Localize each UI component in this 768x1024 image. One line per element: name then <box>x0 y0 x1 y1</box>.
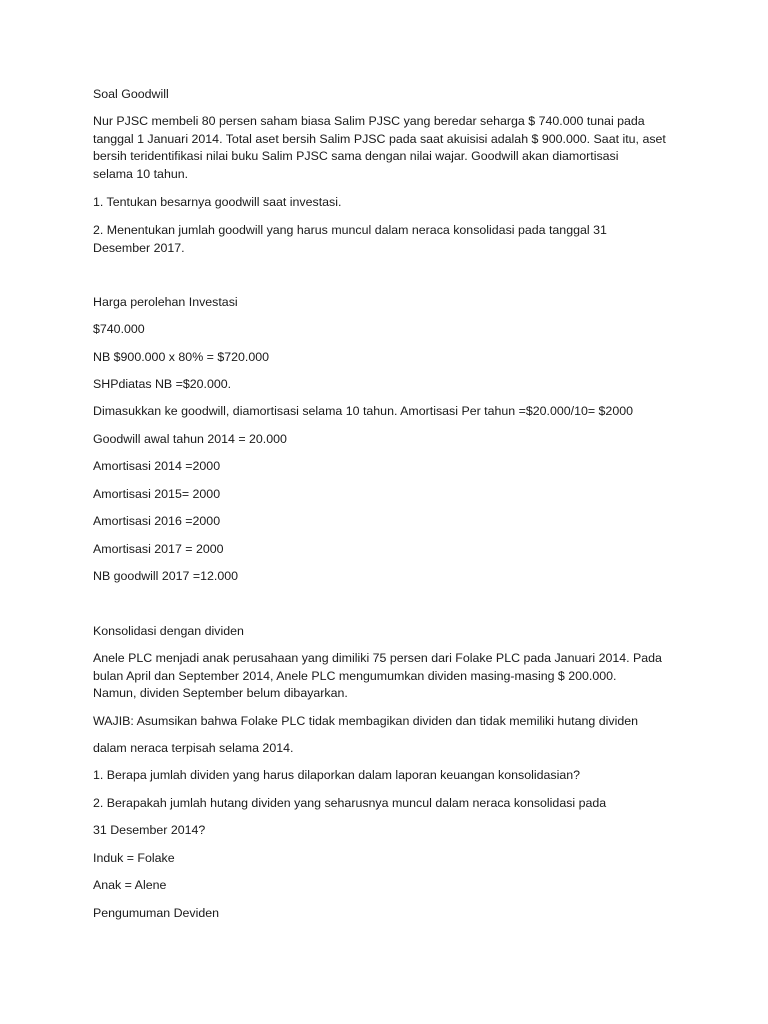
goodwill-problem-paragraph <box>93 113 666 183</box>
solution-line: Dimasukkan ke goodwill, diamortisasi selama 10 tahun. Amortisasi Per tahun =$20.000/10= $2000 <box>93 404 633 418</box>
requirement-line: WAJIB: Asumsikan bahwa Folake PLC tidak membagikan dividen dan tidak memiliki hutang dividen <box>93 714 638 728</box>
solution-line: NB $900.000 x 80% = $720.000 <box>93 350 270 364</box>
solution-line: Amortisasi 2015= 2000 <box>93 487 221 501</box>
paragraph-line: bersih teridentifikasi nilai buku Salim PJSC sama dengan nilai wajar. Goodwill akan diamortisasi <box>93 149 619 163</box>
answer-line: Induk = Folake <box>93 851 175 865</box>
question-2 <box>93 222 607 257</box>
question-line: Desember 2017. <box>93 240 185 255</box>
paragraph-line: selama 10 tahun. <box>93 166 189 181</box>
solution-line: $740.000 <box>93 322 145 336</box>
question-2-continuation: 31 Desember 2014? <box>93 823 206 837</box>
paragraph-line: Nur PJSC membeli 80 persen saham biasa Salim PJSC yang beredar seharga $ 740.000 tunai pada <box>93 114 645 128</box>
solution-line: Harga perolehan Investasi <box>93 295 238 309</box>
paragraph-line: tanggal 1 Januari 2014. Total aset bersih Salim PJSC pada saat akuisisi adalah $ 900.000. Saat itu, aset <box>93 131 666 146</box>
answer-line: Pengumuman Deviden <box>93 906 220 920</box>
answer-line: Anak = Alene <box>93 878 167 892</box>
solution-line: Amortisasi 2014 =2000 <box>93 459 221 473</box>
solution-line: Amortisasi 2016 =2000 <box>93 514 221 528</box>
dividen-problem-paragraph <box>93 650 662 703</box>
solution-line: NB goodwill 2017 =12.000 <box>93 569 239 583</box>
question-1: 1. Berapa jumlah dividen yang harus dilaporkan dalam laporan keuangan konsolidasian? <box>93 768 581 782</box>
solution-line: Goodwill awal tahun 2014 = 20.000 <box>93 432 287 446</box>
section-heading-goodwill: Soal Goodwill <box>93 87 169 101</box>
solution-line: Amortisasi 2017 = 2000 <box>93 542 224 556</box>
paragraph-line: Namun, dividen September belum dibayarkan. <box>93 686 348 700</box>
question-line: 2. Menentukan jumlah goodwill yang harus muncul dalam neraca konsolidasi pada tanggal 31 <box>93 223 607 237</box>
section-heading-dividen: Konsolidasi dengan dividen <box>93 624 244 638</box>
question-1: 1. Tentukan besarnya goodwill saat investasi. <box>93 195 342 209</box>
paragraph-line: Anele PLC menjadi anak perusahaan yang dimiliki 75 persen dari Folake PLC pada Januari 2014. Pada <box>93 651 662 665</box>
paragraph-line: bulan April dan September 2014, Anele PLC mengumumkan dividen masing-masing $ 200.000. <box>93 668 617 683</box>
solution-line: SHPdiatas NB =$20.000. <box>93 377 232 391</box>
question-2: 2. Berapakah jumlah hutang dividen yang seharusnya muncul dalam neraca konsolidasi pada <box>93 796 607 810</box>
requirement-line: dalam neraca terpisah selama 2014. <box>93 741 294 755</box>
